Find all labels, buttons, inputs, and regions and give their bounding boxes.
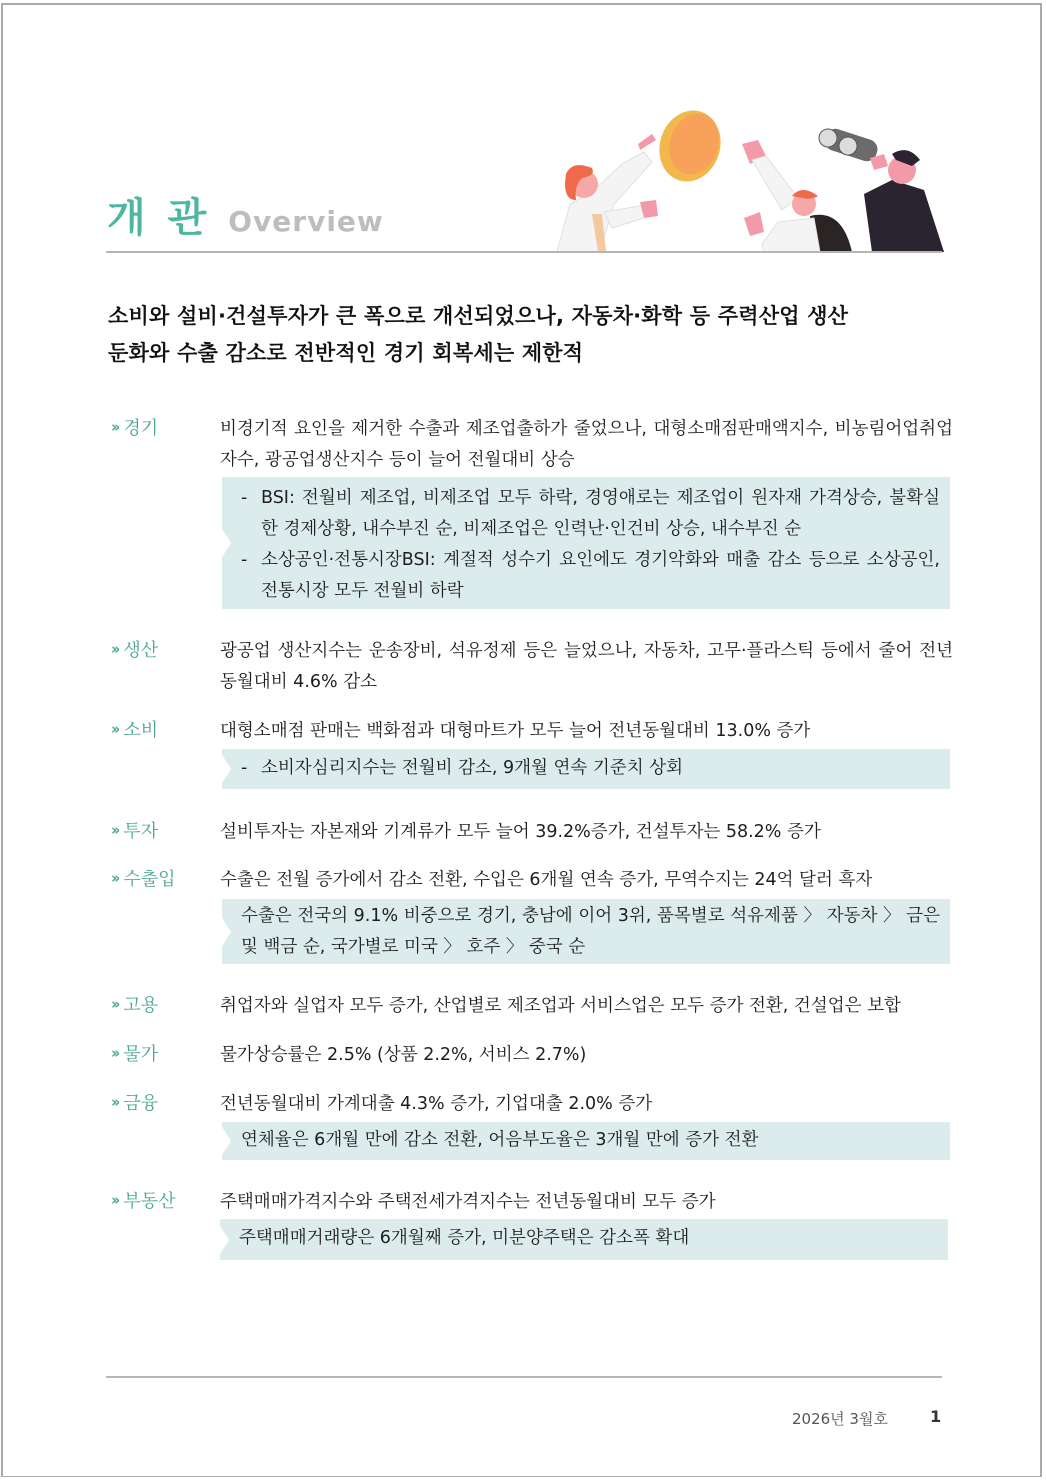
section-label (111, 1089, 158, 1115)
note-text: 수출은 전국의 9.1% 비중으로 경기, 충남에 이어 3위, 품목별로 석유제품 〉 자동차 〉 금은 및 백금 순, 국가별로 미국 〉 호주 〉 중국 순 (241, 906, 940, 957)
headline-line-1: 소비와 설비·건설투자가 큰 폭으로 개선되었으나, 자동차·화학 등 주력산업 생산 (108, 304, 849, 328)
section-label-text: 투자 (123, 821, 159, 842)
note-box (222, 899, 950, 964)
double-chevron-right-icon: ›› (111, 1191, 118, 1209)
header-divider (106, 251, 942, 253)
section-label (111, 865, 176, 891)
section-label (111, 414, 158, 440)
note-item: - 소비자심리지수는 전월비 감소, 9개월 연속 기준치 상회 (241, 758, 683, 778)
section-body: 수출은 전월 증가에서 감소 전환, 수입은 6개월 연속 증가, 무역수지는 24억 달러 흑자 (220, 870, 873, 890)
section-label-text: 소비 (123, 720, 159, 741)
section-label-text: 수출입 (123, 869, 176, 890)
section-label (111, 817, 158, 843)
issue-date: 2026년 3월호 (792, 1410, 888, 1428)
double-chevron-right-icon: ›› (111, 995, 118, 1013)
note-box (220, 1219, 948, 1260)
section-label-text: 부동산 (123, 1191, 176, 1212)
double-chevron-right-icon: ›› (111, 1093, 118, 1111)
section-body: 광공업 생산지수는 운송장비, 석유정제 등은 늘었으나, 자동차, 고무·플라스틱 등에서 줄어 전년동월대비 4.6% 감소 (220, 641, 953, 692)
double-chevron-right-icon: ›› (111, 640, 118, 658)
page-number: 1 (930, 1407, 942, 1426)
section-label-text: 생산 (123, 640, 159, 661)
section-label-text: 고용 (123, 995, 159, 1016)
note-text: 연체율은 6개월 만에 감소 전환, 어음부도율은 3개월 만에 증가 전환 (241, 1130, 759, 1150)
summary-headline (108, 298, 958, 372)
double-chevron-right-icon: ›› (111, 418, 118, 436)
section-label (111, 636, 158, 662)
note-box (222, 477, 950, 609)
note-text: 주택매매거래량은 6개월째 증가, 미분양주택은 감소폭 확대 (239, 1228, 690, 1248)
section-label (111, 991, 158, 1017)
double-chevron-right-icon: ›› (111, 869, 118, 887)
page-title-korean: 개 관 (107, 195, 211, 241)
section-body: 주택매매가격지수와 주택전세가격지수는 전년동월대비 모두 증가 (220, 1192, 716, 1212)
page-title (107, 186, 384, 243)
footer-divider (106, 1376, 942, 1378)
section-label (111, 1187, 176, 1213)
section-body: 비경기적 요인을 제거한 수출과 제조업출하가 줄었으나, 대형소매점판매액지수, 비농림어업취업자수, 광공업생산지수 등이 늘어 전월대비 상승 (220, 419, 953, 470)
note-box (222, 1122, 950, 1160)
section-body: 취업자와 실업자 모두 증가, 산업별로 제조업과 서비스업은 모두 증가 전환, 건설업은 보합 (220, 996, 901, 1016)
note-item: - BSI: 전월비 제조업, 비제조업 모두 하락, 경영애로는 제조업이 원자재 가격상승, 불확실한 경제상황, 내수부진 순, 비제조업은 인력난·인건비 상승, 내수부진 순 (241, 488, 940, 539)
double-chevron-right-icon: ›› (111, 821, 118, 839)
section-body: 설비투자는 자본재와 기계류가 모두 늘어 39.2%증가, 건설투자는 58.2% 증가 (220, 822, 821, 842)
double-chevron-right-icon: ›› (111, 1044, 118, 1062)
section-body: 물가상승률은 2.5% (상품 2.2%, 서비스 2.7%) (220, 1045, 587, 1065)
section-label (111, 716, 158, 742)
page-title-english: Overview (228, 205, 384, 238)
double-chevron-right-icon: ›› (111, 720, 118, 738)
section-label-text: 물가 (123, 1044, 159, 1065)
note-box (222, 749, 950, 789)
section-label-text: 경기 (123, 418, 159, 439)
section-body: 대형소매점 판매는 백화점과 대형마트가 모두 늘어 전년동월대비 13.0% 증가 (220, 721, 811, 741)
section-label-text: 금융 (123, 1093, 159, 1114)
section-label (111, 1040, 158, 1066)
people-reaching-for-coin-illustration (552, 104, 946, 252)
note-item: - 소상공인·전통시장BSI: 계절적 성수기 요인에도 경기악화와 매출 감소 등으로 소상공인, 전통시장 모두 전월비 하락 (241, 550, 940, 601)
section-body: 전년동월대비 가계대출 4.3% 증가, 기업대출 2.0% 증가 (220, 1094, 653, 1114)
headline-line-2: 둔화와 수출 감소로 전반적인 경기 회복세는 제한적 (108, 341, 584, 365)
